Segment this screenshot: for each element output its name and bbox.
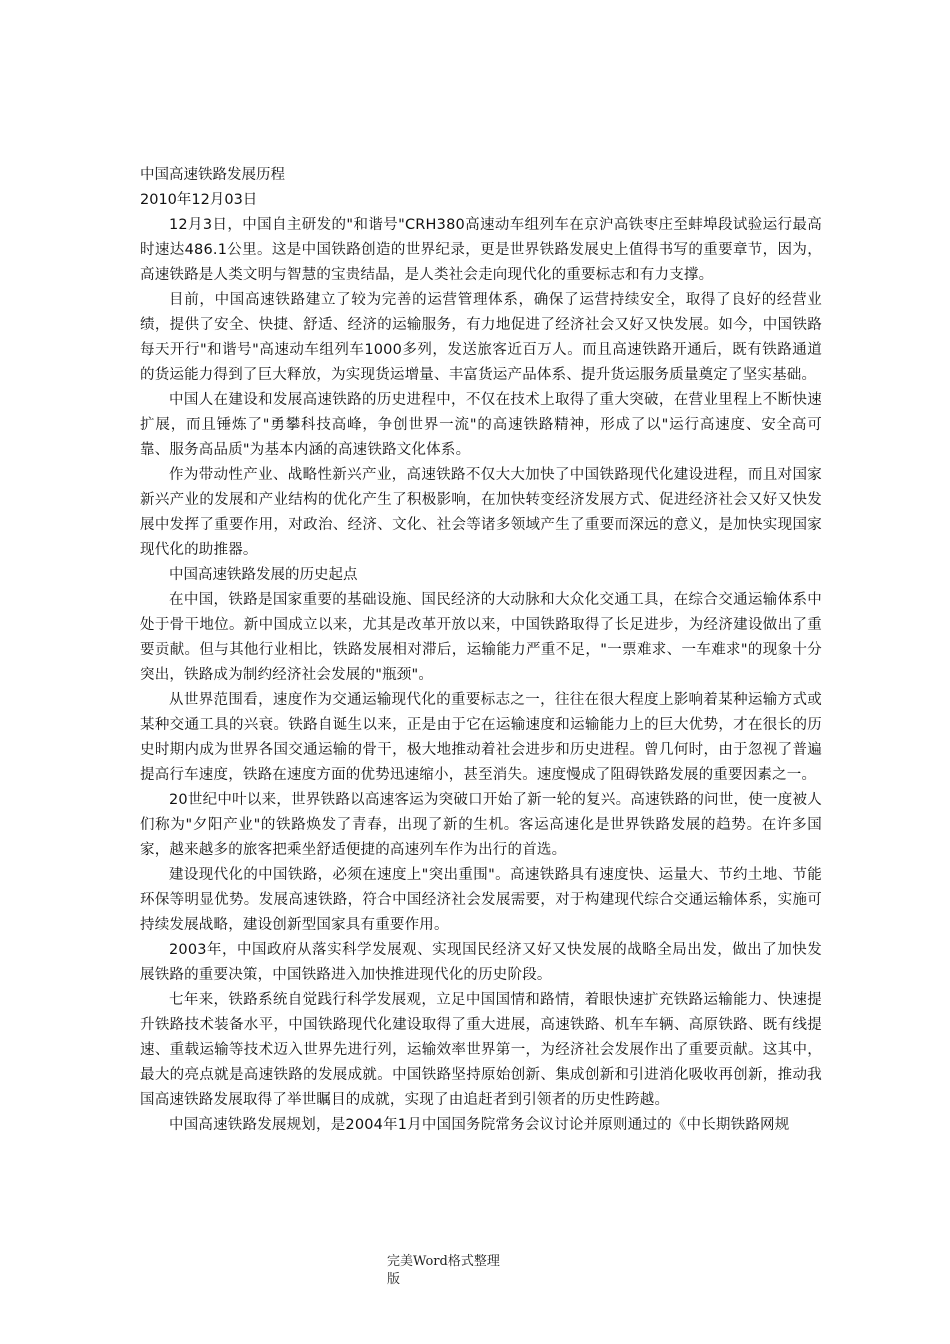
paragraph: 建设现代化的中国铁路，必须在速度上"突出重围"。高速铁路具有速度快、运量大、节约土地、节能环保等明显优势。发展高速铁路，符合中国经济社会发展需要，对于构建现代综合交通运输体系，实施可持续发展战略，建设创新型国家具有重要作用。 <box>140 867 822 933</box>
document-date: 2010年12月03日 <box>140 192 258 208</box>
paragraph: 中国高速铁路发展规划，是2004年1月中国国务院常务会议讨论并原则通过的《中长期铁路网规 <box>169 1117 790 1133</box>
footer-line: 版 <box>387 1272 401 1287</box>
paragraph: 12月3日，中国自主研发的"和谐号"CRH380高速动车组列车在京沪高铁枣庄至蚌埠段试验运行最高时速达486.1公里。这是中国铁路创造的世界纪录，更是世界铁路发展史上值得书写的重要章节，因为，高速铁路是人类文明与智慧的宝贵结晶，是人类社会走向现代化的重要标志和有力支撑。 <box>140 217 822 283</box>
paragraph: 20世纪中叶以来，世界铁路以高速客运为突破口开始了新一轮的复兴。高速铁路的问世，使一度被人们称为"夕阳产业"的铁路焕发了青春，出现了新的生机。客运高速化是世界铁路发展的趋势。在许多国家，越来越多的旅客把乘坐舒适便捷的高速列车作为出行的首选。 <box>140 792 822 858</box>
footer-line: 完美Word格式整理 <box>387 1254 500 1269</box>
paragraph: 目前，中国高速铁路建立了较为完善的运营管理体系，确保了运营持续安全，取得了良好的经营业绩，提供了安全、快捷、舒适、经济的运输服务，有力地促进了经济社会又好又快发展。如今，中国铁路每天开行"和谐号"高速动车组列车1000多列，发送旅客近百万人。而且高速铁路开通后，既有铁路通道的货运能力得到了巨大释放，为实现货运增量、丰富货运产品体系、提升货运服务质量奠定了坚实基础。 <box>140 292 822 383</box>
paragraph: 从世界范围看，速度作为交通运输现代化的重要标志之一，往往在很大程度上影响着某种运输方式或某种交通工具的兴衰。铁路自诞生以来，正是由于它在运输速度和运输能力上的巨大优势，才在很长的历史时期内成为世界各国交通运输的骨干，极大地推动着社会进步和历史进程。曾几何时，由于忽视了普遍提高行车速度，铁路在速度方面的优势迅速缩小，甚至消失。速度慢成了阻碍铁路发展的重要因素之一。 <box>140 692 822 783</box>
paragraph: 中国人在建设和发展高速铁路的历史进程中，不仅在技术上取得了重大突破，在营业里程上不断快速扩展，而且锤炼了"勇攀科技高峰，争创世界一流"的高速铁路精神，形成了以"运行高速度、安全高可靠、服务高品质"为基本内涵的高速铁路文化体系。 <box>140 392 822 458</box>
paragraph: 作为带动性产业、战略性新兴产业，高速铁路不仅大大加快了中国铁路现代化建设进程，而且对国家新兴产业的发展和产业结构的优化产生了积极影响，在加快转变经济发展方式、促进经济社会又好又快发展中发挥了重要作用，对政治、经济、文化、社会等诸多领域产生了重要而深远的意义，是加快实现国家现代化的助推器。 <box>140 467 822 558</box>
paragraph: 2003年，中国政府从落实科学发展观、实现国民经济又好又快发展的战略全局出发，做出了加快发展铁路的重要决策，中国铁路进入加快推进现代化的历史阶段。 <box>140 942 822 983</box>
paragraph: 七年来，铁路系统自觉践行科学发展观，立足中国国情和路情，着眼快速扩充铁路运输能力、快速提升铁路技术装备水平，中国铁路现代化建设取得了重大进展，高速铁路、机车车辆、高原铁路、既有线提速、重载运输等技术迈入世界先进行列，运输效率世界第一，为经济社会发展作出了重要贡献。这其中，最大的亮点就是高速铁路的发展成就。中国铁路坚持原始创新、集成创新和引进消化吸收再创新，推动我国高速铁路发展取得了举世瞩目的成就，实现了由追赶者到引领者的历史性跨越。 <box>140 992 822 1108</box>
page-footer <box>387 1253 507 1289</box>
section-heading: 中国高速铁路发展的历史起点 <box>169 567 358 583</box>
document-body <box>140 163 822 1138</box>
paragraph: 在中国，铁路是国家重要的基础设施、国民经济的大动脉和大众化交通工具，在综合交通运输体系中处于骨干地位。新中国成立以来，尤其是改革开放以来，中国铁路取得了长足进步，为经济建设做出了重要贡献。但与其他行业相比，铁路发展相对滞后，运输能力严重不足，"一票难求、一车难求"的现象十分突出，铁路成为制约经济社会发展的"瓶颈"。 <box>140 592 822 683</box>
document-title: 中国高速铁路发展历程 <box>140 167 285 183</box>
